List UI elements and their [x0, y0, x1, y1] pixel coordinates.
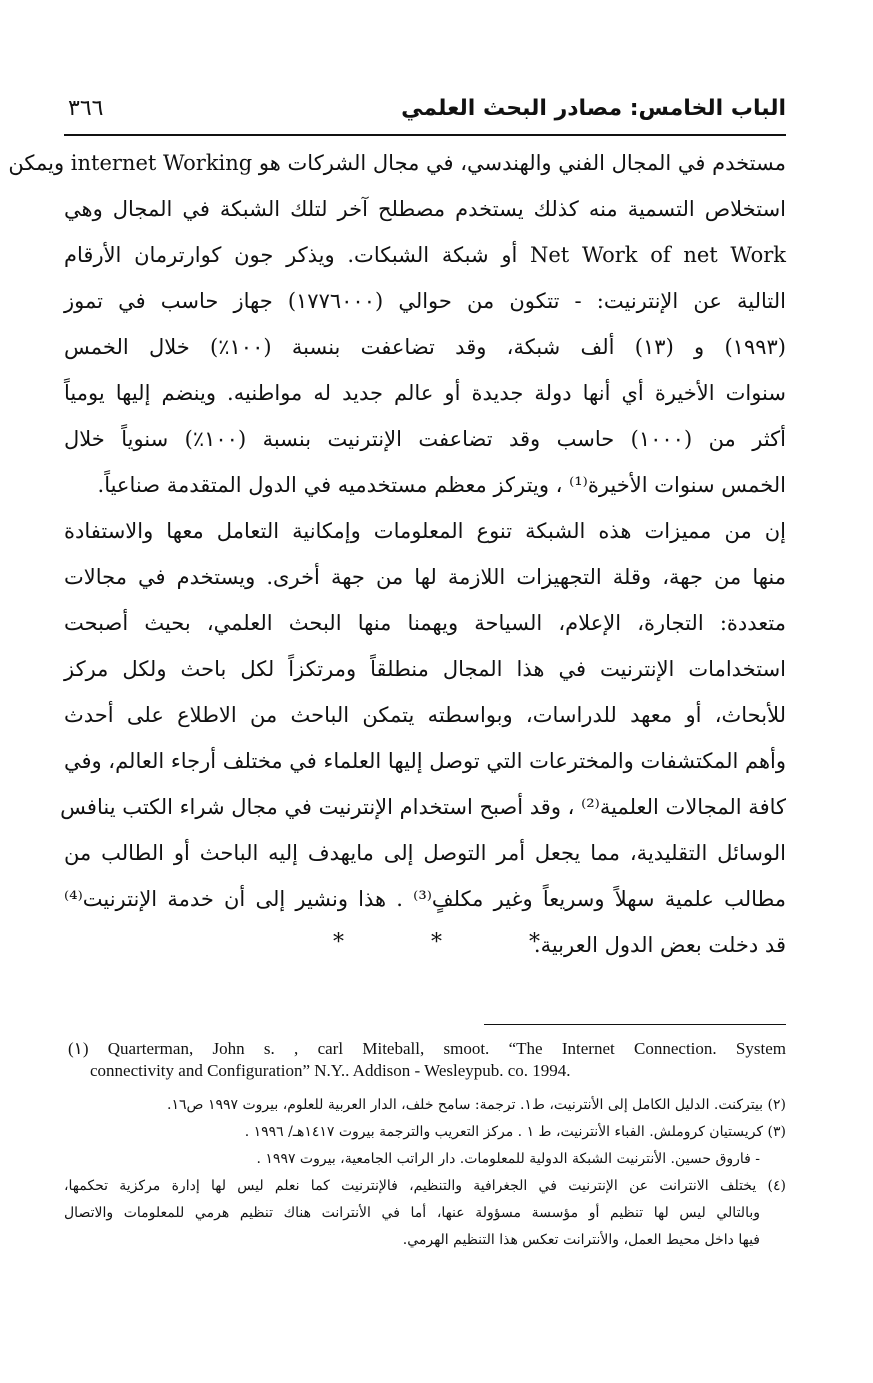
- page-number: ٣٦٦: [68, 96, 104, 121]
- text-line: وأهم المكتشفات والمخترعات التي توصل إليها العلماء في مختلف أرجاء العالم، وفي: [63, 749, 786, 773]
- footnote-2: (٢) بيتركنت. الدليل الكامل إلى الأنترنيت، ط١. ترجمة: سامح خلف، الدار العربية للعلوم، بيروت ١٩٩٧ ص١٦.: [167, 1097, 786, 1113]
- text-line: الخمس سنوات الأخيرة⁽¹⁾ ، ويتركز معظم مستخدميه في الدول المتقدمة صناعياً.: [97, 473, 786, 497]
- text-line: (١٩٩٣) و (١٣) ألف شبكة، وقد تضاعفت بنسبة (١٠٠٪) خلال الخمس: [64, 335, 786, 359]
- footnote-line: (١) Quarterman, John s. , carl Miteball, smoot. “The Internet Connection. System: [68, 1039, 786, 1058]
- text-line: إن من مميزات هذه الشبكة تنوع المعلومات وإمكانية التعامل معها والاستفادة: [64, 519, 786, 543]
- text-line: استخلاص التسمية منه كذلك يستخدم مصطلح آخر لتلك الشبكة في المجال وهي: [64, 197, 786, 221]
- text-line: التالية عن الإنترنيت: - تتكون من حوالي (١٧٧٦٠٠٠) جهاز حاسب في تموز: [64, 289, 786, 313]
- footnote-line: connectivity and Configuration” N.Y.. Addison - Wesleypub. co. 1994.: [90, 1061, 571, 1080]
- chapter-title: الباب الخامس: مصادر البحث العلمي: [401, 96, 786, 121]
- body-text: [8, 140, 786, 968]
- footnote-4: (٤) يختلف الانترانت عن الإنترنيت في الجغرافية والتنظيم، فالإنترنيت كما نعلم ليس لها إدارة مركزية تحكمها،: [64, 1178, 786, 1194]
- text-line: قد دخلت بعض الدول العربية.: [533, 933, 786, 957]
- text-line: سنوات الأخيرة أي أنها دولة جديدة أو عالم جديد له مواطنيه. وينضم إليها يومياً: [64, 381, 786, 405]
- footnotes-arabic: [64, 1092, 786, 1254]
- text-line: استخدامات الإنترنيت في هذا المجال منطلقاً ومرتكزاً لكل باحث ولكل مركز: [64, 657, 786, 681]
- section-separator: * * *: [333, 930, 580, 955]
- text-line: متعددة: التجارة، الإعلام، السياحة ويهمنا منها البحث العلمي، بحيث أصبحت: [64, 611, 786, 635]
- text-line: الوسائل التقليدية، مما يجعل أمر التوصل إلى مايهدف إليه الباحث أو الطالب من: [64, 841, 786, 865]
- text-line: للأبحاث، أو معهد للدراسات، وبواسطته يتمكن الباحث من الاطلاع على أحدث: [64, 703, 786, 727]
- running-header: [64, 90, 786, 136]
- text-line: منها من جهة، وقلة التجهيزات اللازمة لها من جهة أخرى. ويستخدم في مجالات: [64, 565, 786, 589]
- footnote-4-line-3: فيها داخل محيط العمل، والأنترانت تعكس هذا التنظيم الهرمي.: [402, 1232, 760, 1248]
- footnote-1: [68, 1038, 786, 1082]
- footnote-rule: [484, 1024, 786, 1025]
- text-line: مطالب علمية سهلاً وسريعاً وغير مكلفٍ⁽³⁾ . هذا ونشير إلى أن خدمة الإنترنيت⁽⁴⁾: [64, 887, 786, 911]
- footnote-4-line-2: وبالتالي ليس لها تنظيم أو مؤسسة مسؤولة عنها، أما في الأنترانت هناك تنظيم هرمي للمعلومات والاتصال: [64, 1205, 760, 1221]
- text-line: Net Work of net Work أو شبكة الشبكات. ويذكر جون كوارترمان الأرقام: [64, 243, 786, 267]
- text-line: أكثر من (١٠٠٠) حاسب وقد تضاعفت الإنترنيت بنسبة (١٠٠٪) سنوياً خلال: [64, 427, 786, 451]
- footnote-3: (٣) كريستيان كروملش. الفباء الأنترنيت، ط ١ . مركز التعريب والترجمة بيروت ١٤١٧هـ/ ١٩٩٦ .: [244, 1124, 786, 1140]
- text-line: كافة المجالات العلمية⁽²⁾ ، وقد أصبح استخدام الإنترنيت في مجال شراء الكتب ينافس: [60, 795, 786, 819]
- footnote-3-continued: - فاروق حسين. الأنترنيت الشبكة الدولية للمعلومات. دار الراتب الجامعية، بيروت ١٩٩٧ .: [256, 1151, 760, 1167]
- text-line: مستخدم في المجال الفني والهندسي، في مجال الشركات هو internet Working ويمكن: [8, 151, 786, 175]
